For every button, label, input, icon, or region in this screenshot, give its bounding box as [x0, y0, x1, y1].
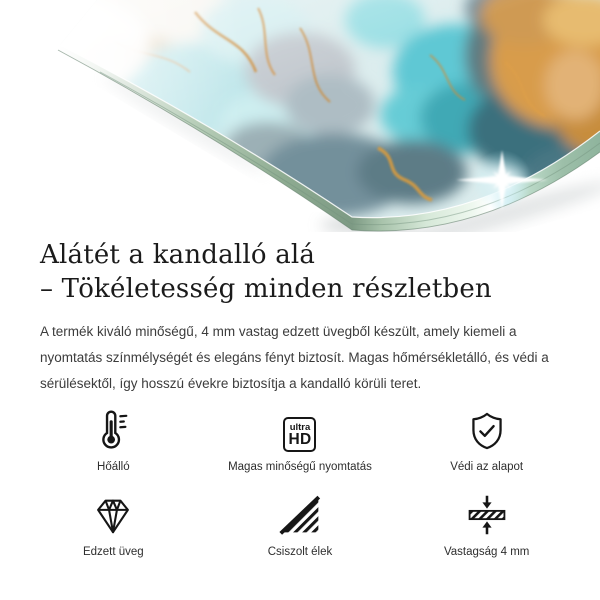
feature-heat-resistant — [20, 406, 207, 473]
feature-ultra-hd-print — [207, 406, 394, 473]
feature-label: Magas minőségű nyomtatás — [228, 461, 372, 473]
hero-product-image — [0, 0, 600, 232]
page-title — [40, 238, 560, 306]
ultra-hd-badge-bottom: HD — [288, 430, 312, 448]
thermometer-icon — [91, 406, 135, 452]
ultra-hd-badge-top: ultra — [289, 421, 311, 433]
feature-label: Edzett üveg — [82, 546, 144, 558]
product-description: A termék kiváló minőségű, 4 mm vastag edzett üvegből készült, amely kiemeli a nyomtatás színmélységét és elegáns fényt biztosít. Magas hőmérsékletálló, és védi a sérülésektől, így hosszú évekre biztosítja a kandalló körüli teret. — [40, 324, 549, 391]
diamond-icon — [92, 491, 134, 537]
title-line-2: – Tökéletesség minden részletben — [40, 274, 492, 304]
shield-check-icon — [466, 406, 508, 452]
feature-label: Csiszolt élek — [267, 546, 333, 558]
feature-label: Védi az alapot — [450, 461, 524, 473]
feature-label: Hőálló — [97, 461, 130, 473]
title-line-1: Alátét a kandalló alá — [40, 240, 316, 270]
feature-thickness-4mm — [393, 491, 580, 558]
feature-label: Vastagság 4 mm — [443, 546, 530, 558]
feature-protects-base — [393, 406, 580, 473]
feature-tempered-glass — [20, 491, 207, 558]
glass-panel-illustration — [0, 0, 600, 232]
polished-edge-icon — [278, 491, 322, 537]
feature-polished-edges — [207, 491, 394, 558]
features-grid — [20, 406, 580, 558]
ultra-hd-icon — [283, 406, 316, 452]
thickness-icon — [465, 491, 509, 537]
